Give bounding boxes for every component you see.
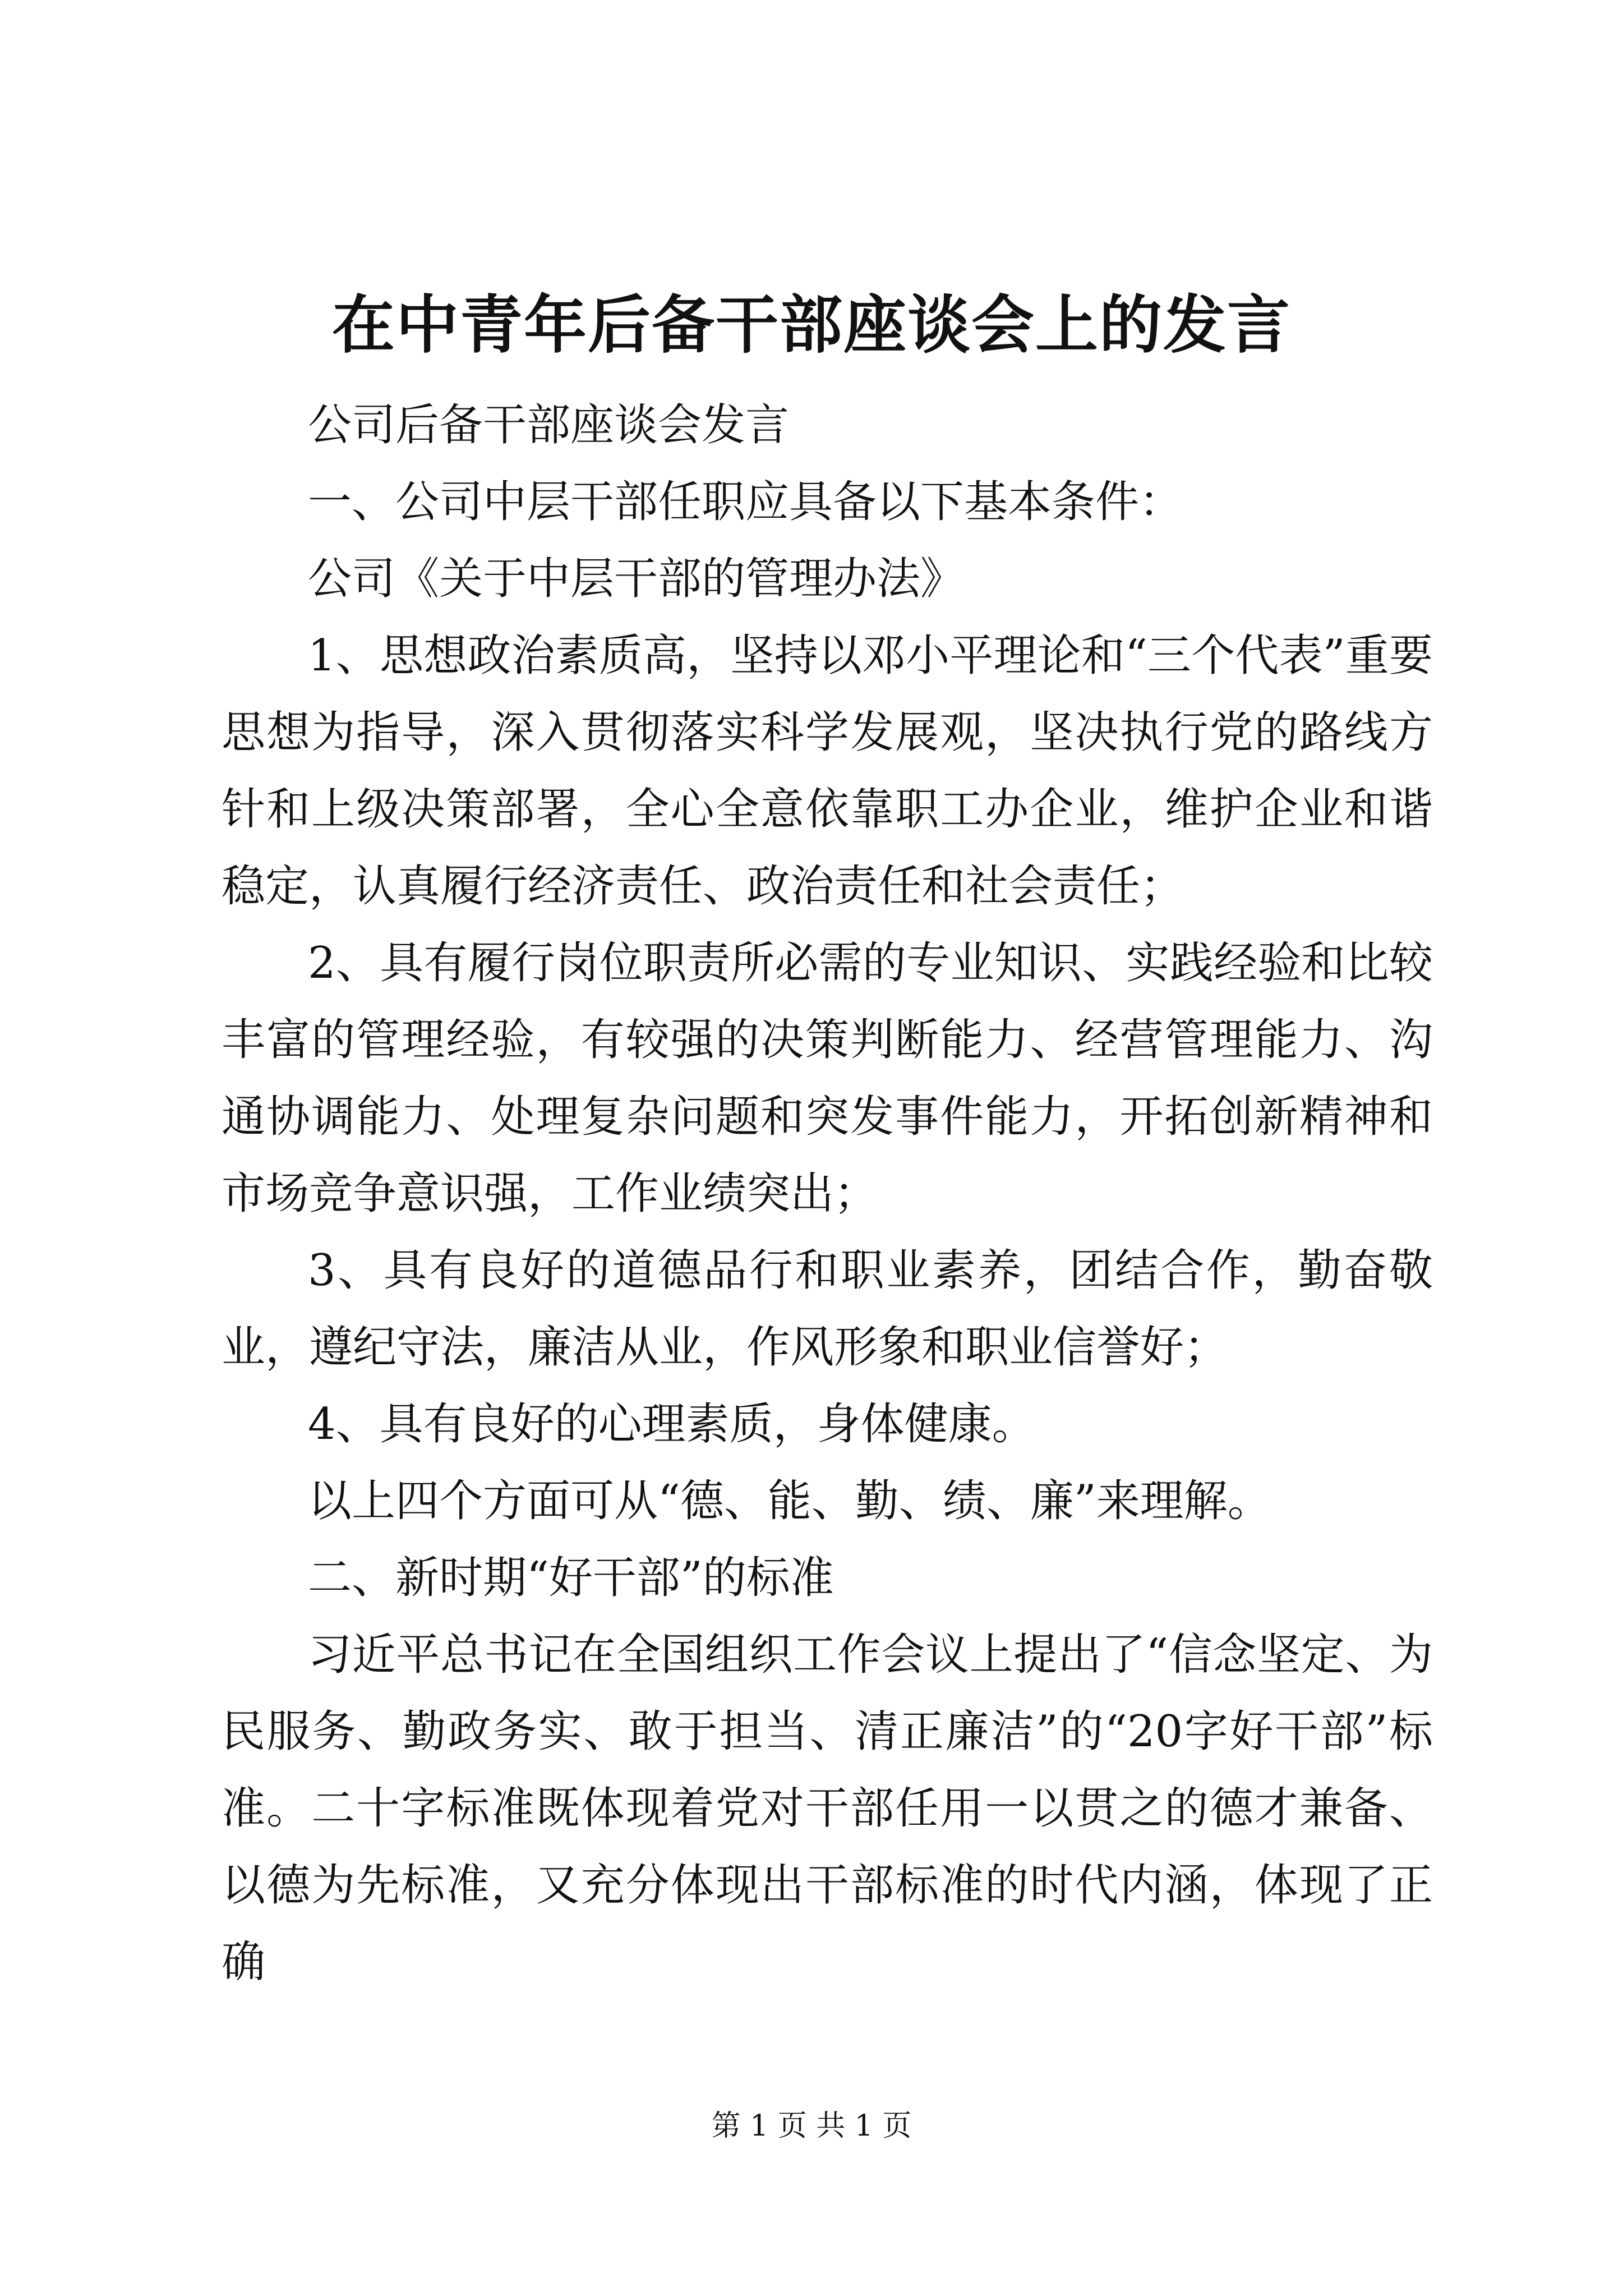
paragraph-summary: 以上四个方面可从“德、能、勤、绩、廉”来理解。	[308, 1476, 1271, 1526]
paragraph-subtitle: 公司后备干部座谈会发言	[308, 400, 790, 450]
page-footer: 第 1 页 共 1 页	[711, 2109, 912, 2143]
paragraph-item-1: 1、思想政治素质高，坚持以邓小平理论和“三个代表”重要思想为指导，深入贯彻落实科学发展观，坚决执行党的路线方针和上级决策部署，全心全意依靠职工办企业，维护企业和谐稳定，认真履行经济责任、政治责任和社会责任；	[222, 631, 1433, 912]
document-title: 在中青年后备干部座谈会上的发言	[332, 288, 1291, 362]
paragraph-section-2-heading: 二、新时期“好干部”的标准	[308, 1553, 834, 1603]
paragraph-item-4: 4、具有良好的心理素质，身体健康。	[308, 1399, 1036, 1450]
paragraph-standard: 习近平总书记在全国组织工作会议上提出了“信念坚定、为民服务、勤政务实、敢于担当、清正廉洁”的“20字好干部”标准。二十字标准既体现着党对干部任用一以贯之的德才兼备、以德为先标准，又充分体现出干部标准的时代内涵，体现了正确	[222, 1630, 1433, 1987]
paragraph-item-3: 3、具有良好的道德品行和职业素养，团结合作，勤奋敬业，遵纪守法，廉洁从业，作风形象和职业信誉好；	[222, 1245, 1433, 1373]
paragraph-item-2: 2、具有履行岗位职责所必需的专业知识、实践经验和比较丰富的管理经验，有较强的决策判断能力、经营管理能力、沟通协调能力、处理复杂问题和突发事件能力，开拓创新精神和市场竞争意识强，工作业绩突出；	[222, 938, 1433, 1219]
paragraph-section-1-heading: 一、公司中层干部任职应具备以下基本条件：	[308, 477, 1183, 527]
paragraph-source: 公司《关于中层干部的管理办法》	[308, 554, 965, 604]
document-body	[222, 387, 1433, 2001]
